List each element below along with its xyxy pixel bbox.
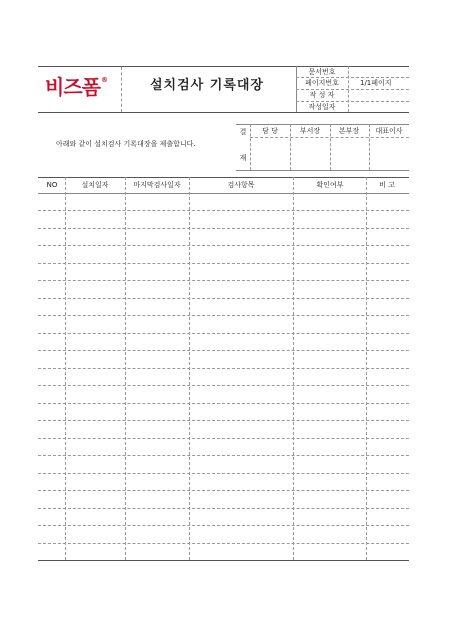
table-row [38, 298, 409, 299]
column-header-inspection-item: 검사항목 [227, 181, 255, 189]
page-number-value: 1/1페이지 [360, 79, 392, 87]
column-header-confirmation: 확인여부 [316, 181, 344, 189]
table-row [38, 210, 409, 211]
doc-info-row-line [296, 77, 409, 78]
doc-info-row-line [296, 89, 409, 90]
approval-header-staff: 담 당 [262, 127, 278, 135]
table-header-rule [38, 193, 409, 194]
column-header-remarks: 비 고 [379, 181, 395, 189]
approval-top-border [236, 124, 409, 125]
page-number-label: 페이지번호 [305, 79, 339, 87]
table-row [38, 228, 409, 229]
approval-header-dept-head: 부서장 [299, 127, 321, 135]
column-header-no: NO [46, 181, 58, 189]
approval-col-line [369, 124, 370, 170]
column-header-last-inspection-date: 마지막검사일자 [133, 181, 181, 189]
table-row [38, 245, 409, 246]
table-row [38, 385, 409, 386]
notice-text: 아래와 같이 설치검사 기록대장을 제출합니다. [56, 140, 196, 148]
table-row [38, 508, 409, 509]
table-row [38, 350, 409, 351]
table-row [38, 315, 409, 316]
table-row [38, 438, 409, 439]
table-row [38, 403, 409, 404]
logo-divider [121, 67, 122, 112]
doc-number-label: 문서번호 [308, 68, 336, 76]
table-row [38, 455, 409, 456]
table-row [38, 263, 409, 264]
date-label: 작성일자 [308, 103, 336, 111]
table-row [38, 368, 409, 369]
table-row [38, 473, 409, 474]
table-row [38, 525, 409, 526]
table-row [38, 490, 409, 491]
table-row [38, 280, 409, 281]
table-row [38, 420, 409, 421]
header-bottom-rule [38, 112, 409, 113]
table-row [38, 333, 409, 334]
approval-header-ceo: 대표이사 [375, 127, 403, 135]
approval-bottom-border [236, 170, 409, 171]
approval-header-division-head: 본부장 [338, 127, 360, 135]
header-top-rule [38, 66, 409, 67]
table-row [38, 543, 409, 544]
doc-info-row-line [296, 101, 409, 102]
logo [45, 77, 107, 97]
column-header-install-date: 설치일자 [81, 181, 109, 189]
table-top-rule [38, 177, 409, 178]
page-title: 설치검사 기록대장 [150, 78, 264, 93]
registered-mark-icon: ® [100, 76, 107, 84]
approval-side-top: 결 [239, 128, 247, 136]
approval-col-line [250, 124, 251, 170]
logo-text: 비즈폼 [45, 75, 100, 99]
approval-col-line [330, 124, 331, 170]
author-label: 작 성 자 [309, 91, 335, 99]
table-bottom-rule [38, 560, 409, 561]
approval-col-line [290, 124, 291, 170]
approval-side-bottom: 재 [239, 154, 247, 162]
